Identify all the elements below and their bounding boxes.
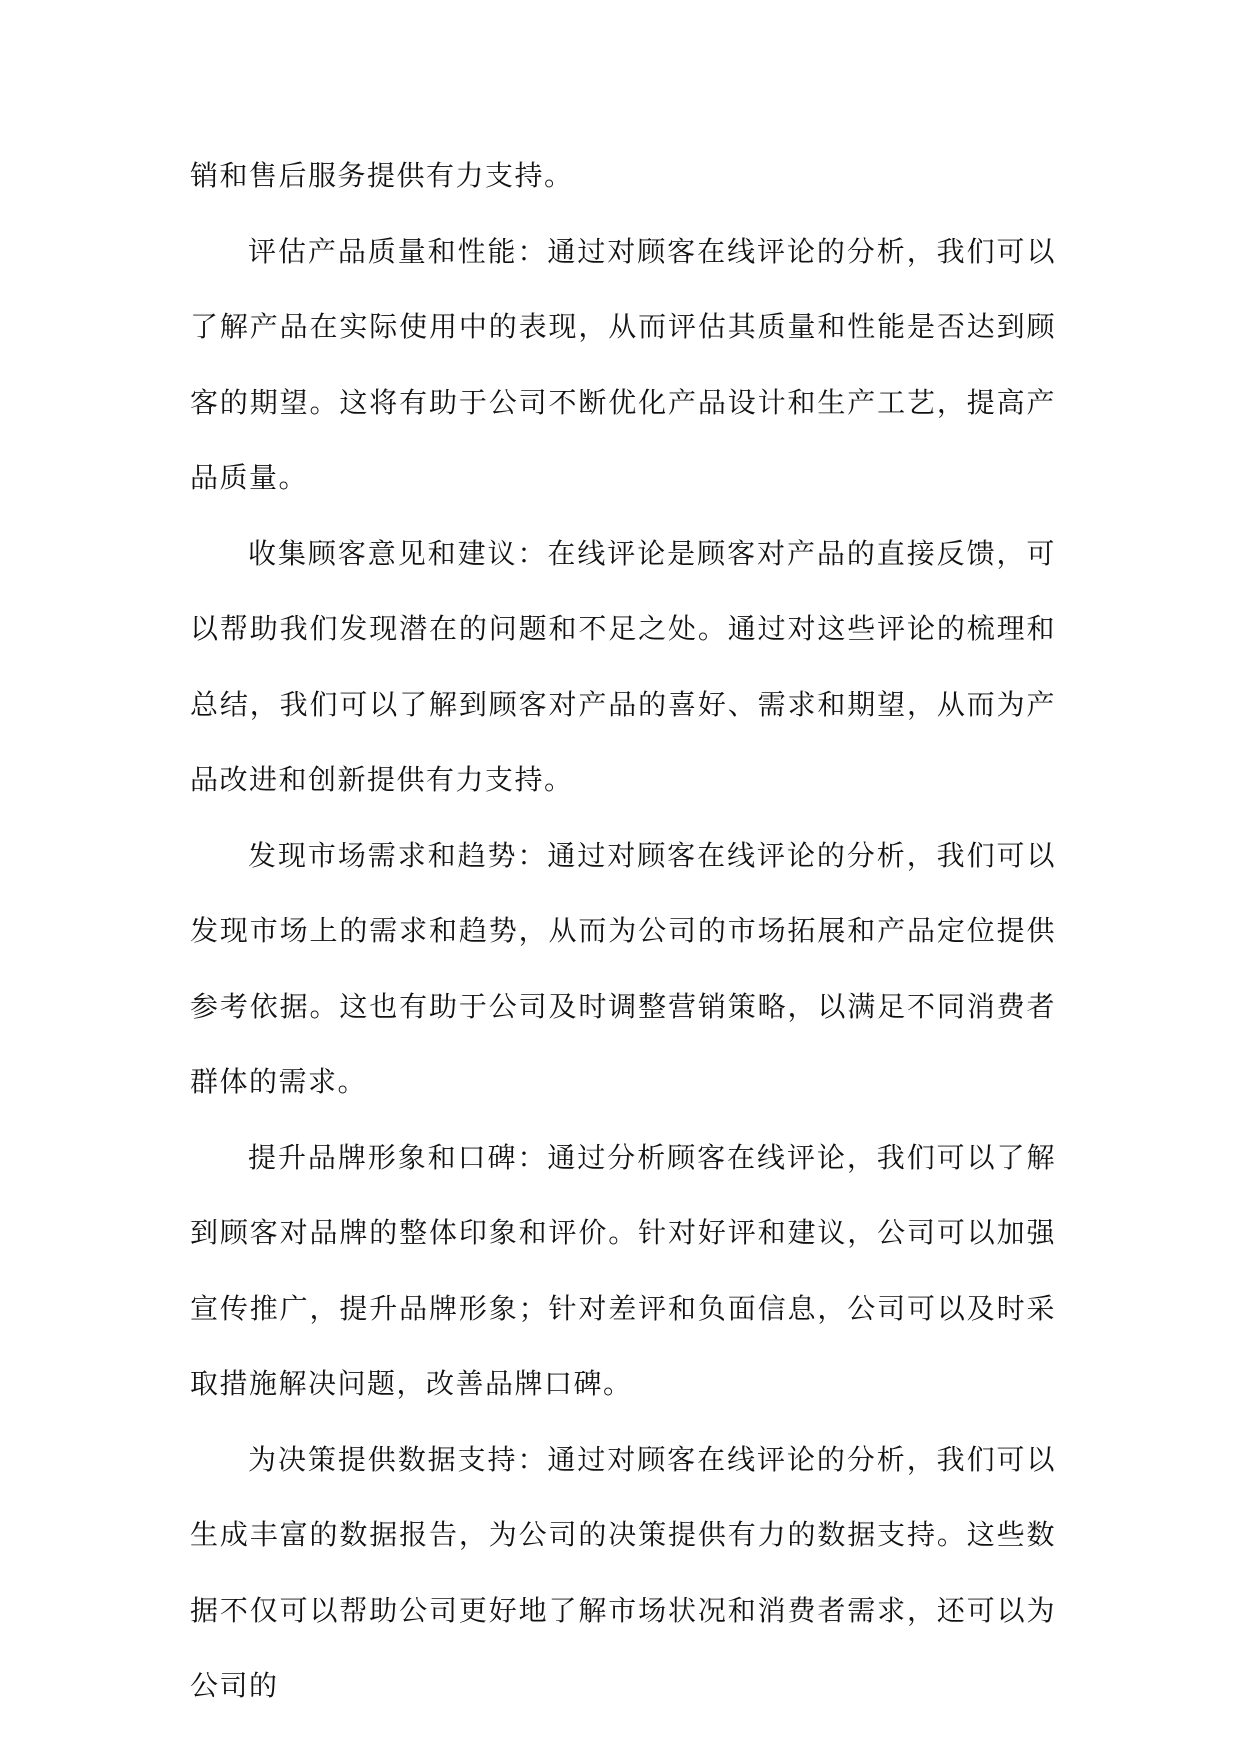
paragraph-market-trends: 发现市场需求和趋势：通过对顾客在线评论的分析，我们可以发现市场上的需求和趋势，从而为公司的市场拓展和产品定位提供参考依据。这也有助于公司及时调整营销策略，以满足不同消费者群体的需求。 [190,838,1056,1098]
paragraph-evaluate-quality: 评估产品质量和性能：通过对顾客在线评论的分析，我们可以了解产品在实际使用中的表现，从而评估其质量和性能是否达到顾客的期望。这将有助于公司不断优化产品设计和生产工艺，提高产品质量。 [190,234,1056,494]
paragraph-continuation: 销和售后服务提供有力支持。 [190,159,574,192]
paragraph-brand-image: 提升品牌形象和口碑：通过分析顾客在线评论，我们可以了解到顾客对品牌的整体印象和评价。针对好评和建议，公司可以加强宣传推广，提升品牌形象；针对差评和负面信息，公司可以及时采取措施解决问题，改善品牌口碑。 [190,1140,1056,1400]
paragraph-decision-support: 为决策提供数据支持：通过对顾客在线评论的分析，我们可以生成丰富的数据报告，为公司的决策提供有力的数据支持。这些数据不仅可以帮助公司更好地了解市场状况和消费者需求，还可以为公司的 [190,1442,1056,1702]
document-body [190,138,1056,1724]
paragraph-collect-feedback: 收集顾客意见和建议：在线评论是顾客对产品的直接反馈，可以帮助我们发现潜在的问题和不足之处。通过对这些评论的梳理和总结，我们可以了解到顾客对产品的喜好、需求和期望，从而为产品改进和创新提供有力支持。 [190,536,1056,796]
